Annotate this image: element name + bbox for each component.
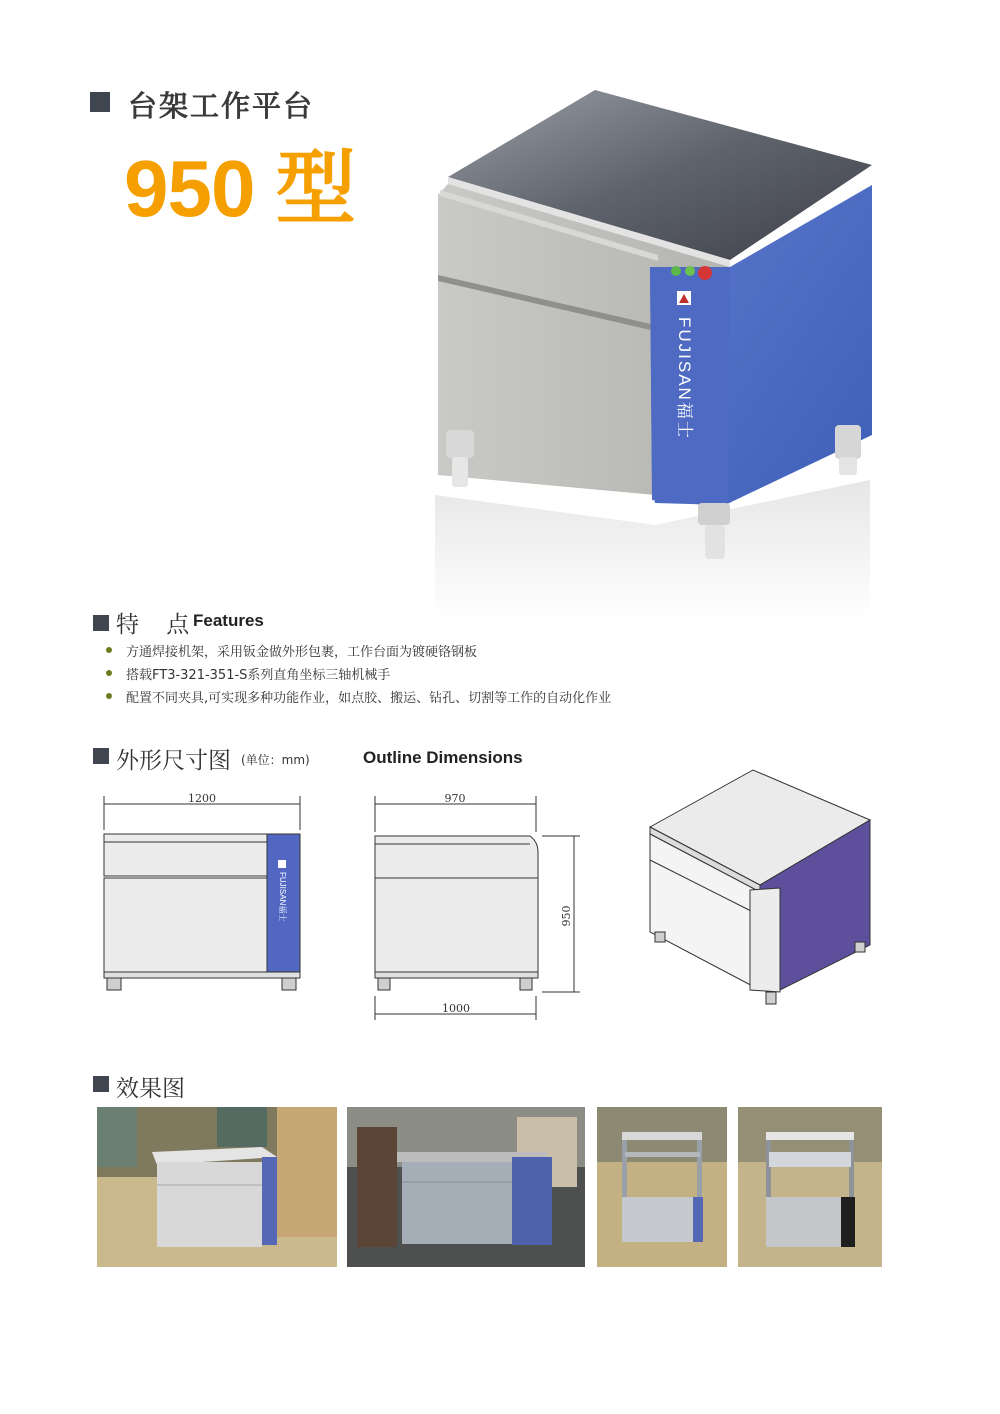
- hero-product-image: [430, 85, 875, 620]
- foot: [446, 430, 474, 458]
- bullet-icon: [106, 693, 112, 699]
- brand-text: FUJISAN福士: [675, 317, 694, 440]
- feature-item: 配置不同夹具,可实现多种功能作业，如点胶、搬运、钻孔、切割等工作的自动化作业: [126, 691, 612, 706]
- floor-reflection: [435, 480, 870, 620]
- side-view-drawing: [375, 796, 580, 1020]
- page-category-title: 台架工作平台: [128, 89, 315, 123]
- foot: [698, 503, 730, 525]
- red-button-icon: [698, 266, 712, 280]
- foot: [835, 425, 861, 459]
- side-bottom-width-label: 1000: [442, 1002, 470, 1015]
- rendering-photo-2: [347, 1107, 585, 1267]
- feature-item: 搭载FT3-321-351-S系列直角坐标三轴机械手: [126, 668, 391, 683]
- features-square-icon: [93, 615, 109, 631]
- front-width-label: 1200: [188, 792, 216, 805]
- bullet-icon: [106, 647, 112, 653]
- drawing-logo-icon: [278, 860, 286, 868]
- renderings-square-icon: [93, 1076, 109, 1092]
- dimension-drawings: [90, 760, 890, 1030]
- dimensions-title-en: Outline Dimensions: [363, 748, 523, 767]
- rendering-photo-4: [738, 1107, 882, 1267]
- feature-item: 方通焊接机架，采用钣金做外形包裹，工作台面为镀硬铬钢板: [126, 645, 478, 660]
- side-height-label: 950: [560, 905, 573, 927]
- rendering-photo-1: [97, 1107, 337, 1267]
- dimensions-title-cn: 外形尺寸图: [116, 748, 231, 774]
- features-title-en: Features: [193, 611, 264, 630]
- title-square-icon: [90, 92, 110, 112]
- bullet-icon: [106, 670, 112, 676]
- side-top-width-label: 970: [444, 792, 466, 805]
- renderings-title-cn: 效果图: [116, 1076, 185, 1102]
- green-button-icon: [685, 266, 695, 276]
- drawing-brand-text: FUJISAN福士: [278, 872, 287, 922]
- iso-view-drawing: [650, 770, 870, 1004]
- rendering-photo-3: [597, 1107, 727, 1267]
- front-view-drawing: [104, 796, 300, 990]
- model-title: 950 型: [124, 144, 355, 233]
- green-button-icon: [671, 266, 681, 276]
- dimensions-unit: (单位：mm): [241, 753, 310, 767]
- features-title-cn: 特 点: [116, 612, 200, 638]
